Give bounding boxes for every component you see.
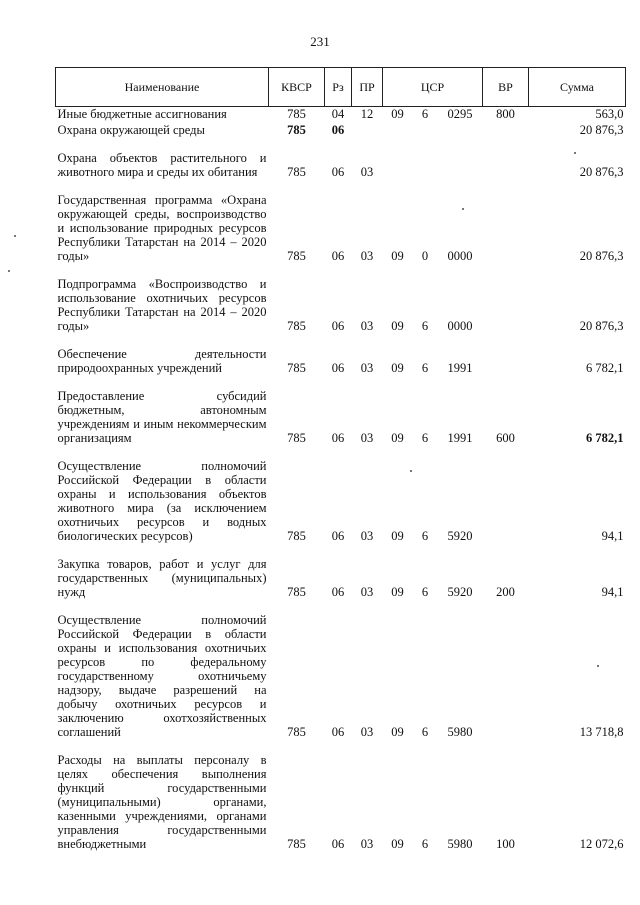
scan-mark: [8, 270, 10, 272]
csr-code-cell: 5920: [447, 585, 473, 599]
scan-mark: [597, 665, 599, 667]
csr-program-cell: 09: [391, 107, 404, 121]
header-vr: ВР: [483, 68, 529, 107]
kvsr-cell: 785: [287, 123, 306, 137]
kvsr-cell: 785: [287, 165, 306, 179]
sum-cell: 20 876,3: [579, 165, 624, 179]
csr-subprogram-cell: 6: [421, 585, 429, 599]
csr-code-cell: [438, 123, 483, 139]
row-spacer: [56, 741, 626, 753]
kvsr-cell: 785: [287, 431, 306, 445]
rz-cell: 06: [331, 165, 345, 179]
vr-cell: [483, 459, 529, 545]
rz-cell: 06: [331, 431, 345, 445]
rz-cell: 06: [331, 361, 345, 375]
pr-cell: 03: [360, 165, 374, 179]
row-name-cell: Охрана окружающей среды: [57, 123, 205, 137]
vr-cell: [483, 193, 529, 265]
csr-subprogram-cell: 6: [421, 107, 429, 121]
scan-mark: [574, 152, 576, 154]
row-name-cell: Подпрограмма «Воспроизводство и использование охотничьих ресурсов Республики Татарстан на 2014 – 2020 годы»: [57, 277, 267, 333]
table-header-row: [56, 68, 626, 107]
row-name-cell: Расходы на выплаты персоналу в целях обеспечения выполнения функций государственными (муниципальными) органами, казенными учреждениями, органами управления государственными внебюджетными: [57, 753, 267, 851]
pr-cell: 03: [360, 319, 374, 333]
csr-code-cell: [438, 151, 483, 181]
kvsr-cell: 785: [287, 249, 306, 263]
pr-cell: 03: [360, 361, 374, 375]
sum-cell: 20 876,3: [579, 123, 624, 137]
row-name-cell: Охрана объектов растительного и животного мира и среды их обитания: [57, 151, 267, 179]
vr-cell: [483, 277, 529, 335]
csr-subprogram-cell: 6: [421, 837, 429, 851]
row-name-cell: Закупка товаров, работ и услуг для государственных (муниципальных) нужд: [57, 557, 267, 599]
csr-program-cell: 09: [391, 529, 404, 543]
csr-code-cell: 0000: [447, 319, 473, 333]
csr-code-cell: 0295: [447, 107, 473, 121]
row-spacer: [56, 447, 626, 459]
vr-cell: 800: [496, 107, 515, 121]
table-row: [56, 389, 626, 447]
csr-code-cell: 0000: [447, 249, 473, 263]
vr-cell: 200: [496, 585, 515, 599]
row-name-cell: Иные бюджетные ассигнования: [57, 107, 227, 121]
table-row: [56, 151, 626, 181]
table-row: [56, 107, 626, 124]
pr-cell: 03: [360, 725, 374, 739]
header-sum: Сумма: [529, 68, 626, 107]
row-name-cell: Осуществление полномочий Российской Федерации в области охраны и использования объектов животного мира (за исключением охотничьих ресурсов и водных биологических ресурсов): [57, 459, 267, 543]
row-spacer: [56, 139, 626, 151]
sum-cell: 12 072,6: [579, 837, 624, 851]
row-name-cell: Предоставление субсидий бюджетным, автономным учреждениям и иным некоммерческим организациям: [57, 389, 267, 445]
rz-cell: 06: [331, 249, 345, 263]
kvsr-cell: 785: [287, 585, 306, 599]
csr-subprogram-cell: 6: [421, 725, 429, 739]
table-row: [56, 123, 626, 139]
sum-cell: 20 876,3: [579, 319, 624, 333]
csr-program-cell: 09: [391, 319, 404, 333]
pr-cell: 03: [360, 585, 374, 599]
sum-cell: 563,0: [595, 107, 624, 121]
rz-cell: 06: [331, 585, 345, 599]
pr-cell: 03: [360, 249, 374, 263]
table-row: [56, 193, 626, 265]
header-csr: ЦСР: [383, 68, 483, 107]
table-row: [56, 459, 626, 545]
scan-mark: [462, 208, 464, 210]
row-spacer: [56, 181, 626, 193]
rz-cell: 06: [331, 319, 345, 333]
sum-cell: 13 718,8: [579, 725, 624, 739]
kvsr-cell: 785: [287, 529, 306, 543]
csr-subprogram-cell: [413, 123, 438, 139]
kvsr-cell: 785: [287, 361, 306, 375]
pr-cell: 12: [360, 107, 374, 121]
sum-cell: 6 782,1: [586, 431, 624, 445]
pr-cell: 03: [360, 431, 374, 445]
rz-cell: 04: [331, 107, 345, 121]
table-row: [56, 277, 626, 335]
table-body: [56, 107, 626, 854]
vr-cell: [483, 123, 529, 139]
table-row: [56, 347, 626, 377]
rz-cell: 06: [331, 123, 345, 137]
page-number: 231: [310, 34, 330, 49]
row-spacer: [56, 545, 626, 557]
pr-cell: 03: [360, 837, 374, 851]
csr-program-cell: [383, 151, 413, 181]
kvsr-cell: 785: [287, 725, 306, 739]
kvsr-cell: 785: [287, 319, 306, 333]
row-name-cell: Государственная программа «Охрана окружающей среды, воспроизводство и использование природных ресурсов Республики Татарстан на 2014 – 2020 годы»: [57, 193, 267, 263]
table-row: [56, 557, 626, 601]
scan-mark: [14, 235, 16, 237]
pr-cell: 03: [360, 529, 374, 543]
vr-cell: 600: [496, 431, 515, 445]
scan-mark: [410, 470, 412, 472]
csr-program-cell: 09: [391, 249, 404, 263]
row-spacer: [56, 265, 626, 277]
csr-subprogram-cell: 6: [421, 361, 429, 375]
csr-program-cell: 09: [391, 431, 404, 445]
vr-cell: [483, 613, 529, 741]
vr-cell: [483, 151, 529, 181]
pr-cell: [352, 123, 383, 139]
vr-cell: [483, 347, 529, 377]
csr-code-cell: 1991: [447, 431, 473, 445]
table-row: [56, 613, 626, 741]
row-spacer: [56, 377, 626, 389]
table-row: [56, 753, 626, 853]
vr-cell: 100: [496, 837, 515, 851]
csr-code-cell: 5920: [447, 529, 473, 543]
csr-program-cell: 09: [391, 837, 404, 851]
kvsr-cell: 785: [287, 107, 306, 121]
header-pr: ПР: [352, 68, 383, 107]
row-name-cell: Обеспечение деятельности природоохранных учреждений: [57, 347, 267, 375]
csr-code-cell: 1991: [447, 361, 473, 375]
csr-code-cell: 5980: [447, 837, 473, 851]
csr-program-cell: 09: [391, 361, 404, 375]
rz-cell: 06: [331, 725, 345, 739]
sum-cell: 6 782,1: [586, 361, 624, 375]
csr-subprogram-cell: 0: [421, 249, 429, 263]
header-kvsr: КВСР: [269, 68, 325, 107]
budget-table: [55, 67, 626, 853]
row-spacer: [56, 335, 626, 347]
header-name: Наименование: [56, 68, 269, 107]
header-rz: Рз: [325, 68, 352, 107]
csr-program-cell: 09: [391, 725, 404, 739]
sum-cell: 94,1: [601, 585, 624, 599]
csr-program-cell: [383, 123, 413, 139]
csr-subprogram-cell: 6: [421, 529, 429, 543]
csr-program-cell: 09: [391, 585, 404, 599]
csr-code-cell: 5980: [447, 725, 473, 739]
sum-cell: 20 876,3: [579, 249, 624, 263]
sum-cell: 94,1: [601, 529, 624, 543]
row-name-cell: Осуществление полномочий Российской Федерации в области охраны и использования охотничьих ресурсов по федеральному государственному охотничьему надзору, выдаче разрешений на добычу охотничьих ресурсов и заключению охотхозяйственных соглашений: [57, 613, 267, 739]
kvsr-cell: 785: [287, 837, 306, 851]
row-spacer: [56, 601, 626, 613]
csr-subprogram-cell: 6: [421, 319, 429, 333]
rz-cell: 06: [331, 837, 345, 851]
csr-subprogram-cell: 6: [421, 431, 429, 445]
rz-cell: 06: [331, 529, 345, 543]
csr-subprogram-cell: [413, 151, 438, 181]
